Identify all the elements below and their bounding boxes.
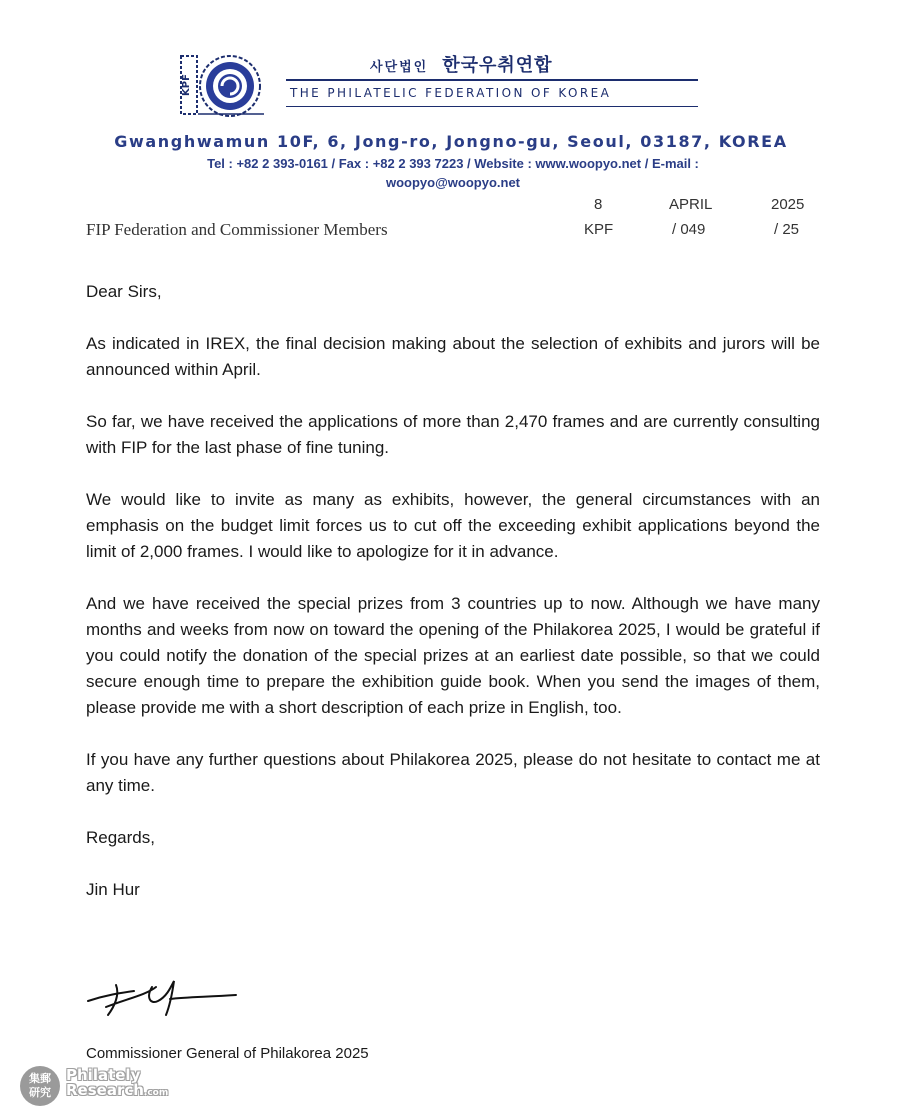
watermark-suffix: .com <box>143 1088 169 1098</box>
korean-name: 한국우취연합 <box>442 55 553 76</box>
letterhead-rule-top <box>286 79 698 81</box>
watermark-seal <box>20 1066 60 1106</box>
signature-image <box>86 975 256 1020</box>
watermark-text <box>66 1068 168 1101</box>
signer-name: Jin Hur <box>86 880 140 899</box>
letter-body <box>86 279 820 929</box>
date-month: APRIL <box>669 196 713 213</box>
seal-text-2: 研究 <box>29 1086 51 1099</box>
watermark-line-2: Research <box>66 1081 144 1099</box>
letterhead-rule-bottom <box>286 106 698 107</box>
korean-org-name <box>370 51 553 77</box>
paragraph-3: We would like to invite as many as exhibits, however, the general circumstances with an emphasis on the budget limit forces us to cut off the exceeding exhibit applications beyond the limit of 2,000 frames. I would like to apologize for it in advance. <box>86 490 820 561</box>
salutation: Dear Sirs, <box>86 282 162 301</box>
paragraph-1: As indicated in IREX, the final decision making about the selection of exhibits and jurors will be announced within April. <box>86 334 820 379</box>
date-day: 8 <box>594 196 603 213</box>
ref-number: / 049 <box>672 221 706 238</box>
seal-text-1: 集郵 <box>29 1072 51 1085</box>
paragraph-5: If you have any further questions about Philakorea 2025, please do not hesitate to contact me at any time. <box>86 750 820 795</box>
paragraph-4: And we have received the special prizes from 3 countries up to now. Although we have many months and weeks from now on toward the opening of the Philakorea 2025, I would be grateful if you could notify the donation of the special prizes at an earliest date possible, so that we could secure enough time to prepare the exhibition guide book. When you send the images of them, please provide me with a short description of each prize in English, too. <box>86 594 820 717</box>
ref-org: KPF <box>584 221 614 238</box>
watermark-line-1: Philately <box>66 1066 141 1084</box>
paragraph-2: So far, we have received the applications of more than 2,470 frames and are currently consulting with FIP for the last phase of fine tuning. <box>86 412 820 457</box>
korean-prefix: 사단법인 <box>370 60 429 75</box>
closing: Regards, <box>86 828 155 847</box>
english-org-name: THE PHILATELIC FEDERATION OF KOREA <box>290 86 612 100</box>
contact-line: Tel : +82 2 393-0161 / Fax : +82 2 393 7223 / Website : www.woopyo.net / E-mail : <box>207 156 699 171</box>
address-line: Gwanghwamun 10F, 6, Jong-ro, Jongno-gu, Seoul, 03187, KOREA <box>114 132 788 151</box>
signer-title: Commissioner General of Philakorea 2025 <box>86 1045 369 1062</box>
kpf-logo <box>178 52 266 120</box>
ref-year: / 25 <box>774 221 800 238</box>
date-year: 2025 <box>771 196 805 213</box>
logo-text: KPF <box>181 74 192 96</box>
contact-block <box>128 154 778 192</box>
recipient-line: FIP Federation and Commissioner Members <box>86 220 388 239</box>
email-address: woopyo@woopyo.net <box>386 175 520 190</box>
